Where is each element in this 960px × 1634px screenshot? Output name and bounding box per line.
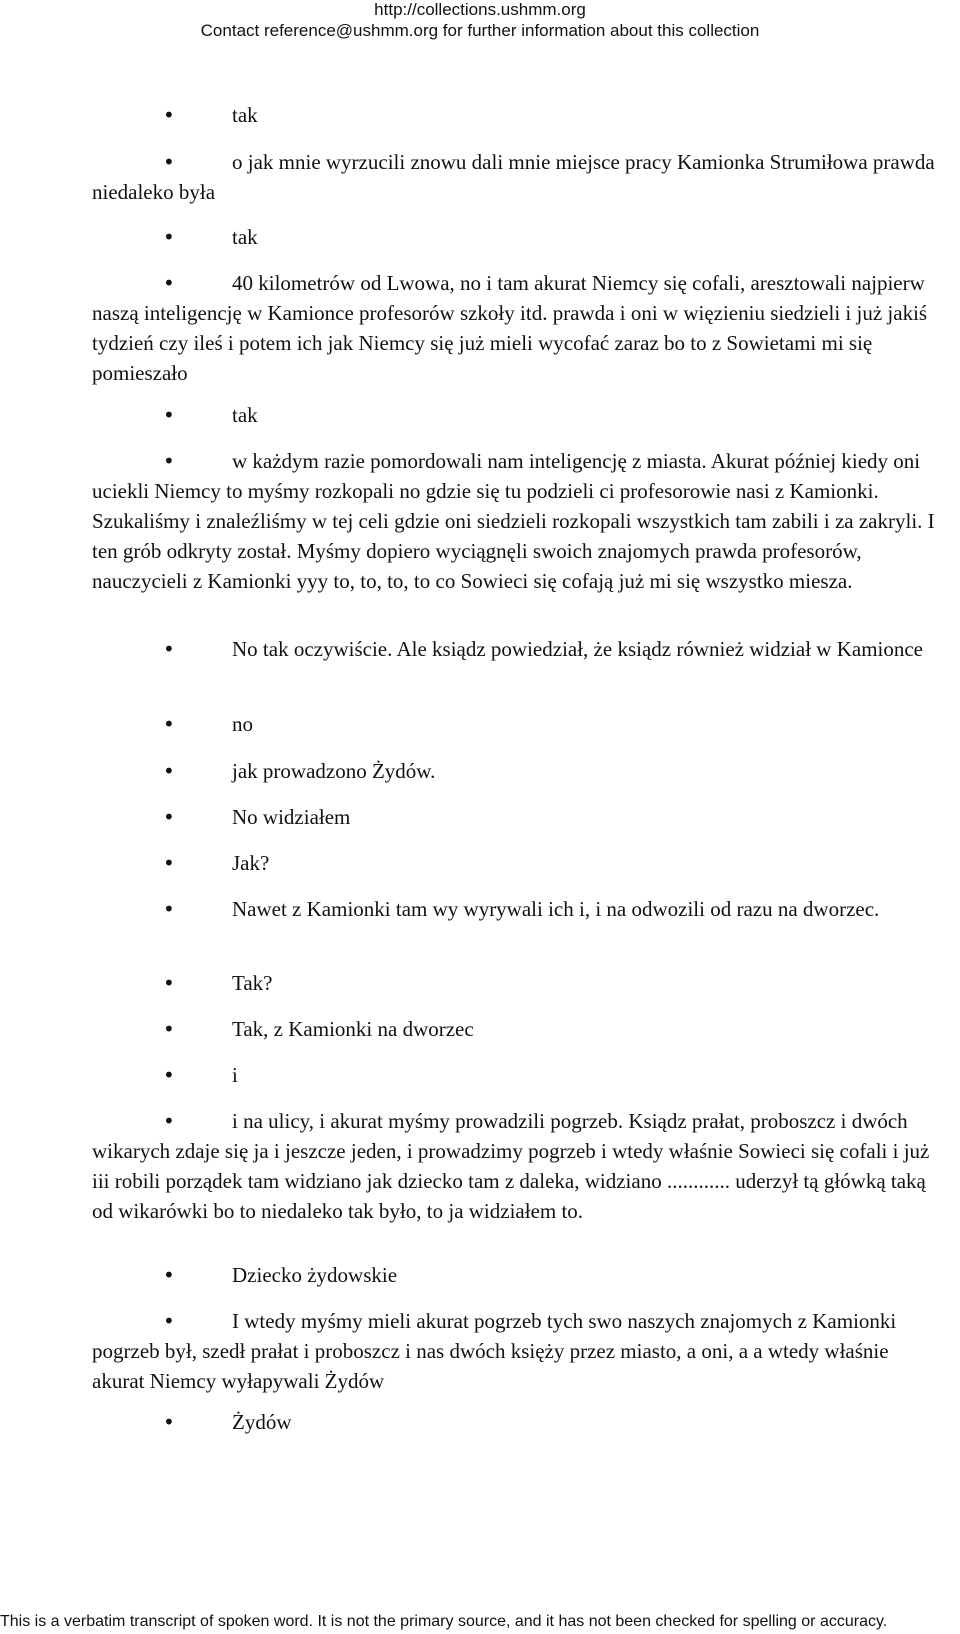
transcript-line: [92, 802, 938, 832]
bullet-icon: •: [163, 1017, 175, 1041]
transcript-line: [92, 709, 938, 739]
transcript-text: o jak mnie wyrzucili znowu dali mnie miejsce pracy Kamionka Strumiłowa prawda niedaleko była: [92, 150, 935, 204]
verbatim-disclaimer: This is a verbatim transcript of spoken word. It is not the primary source, and it has not been checked for spelling or accuracy.: [0, 1613, 888, 1630]
transcript-line: [92, 848, 938, 878]
transcript-text: jak prowadzono Żydów.: [232, 759, 436, 783]
transcript-line: [92, 147, 938, 207]
transcript-line: [92, 1106, 938, 1226]
bullet-icon: •: [163, 637, 175, 661]
bullet-icon: •: [163, 1263, 175, 1287]
bullet-icon: •: [163, 712, 175, 736]
transcript-text: i: [232, 1063, 238, 1087]
transcript-text: Tak?: [232, 971, 273, 995]
page-footer: [0, 1612, 960, 1632]
transcript-text: tak: [232, 225, 258, 249]
page-header: [0, 0, 960, 41]
bullet-icon: •: [163, 225, 175, 249]
transcript-text: I wtedy myśmy mieli akurat pogrzeb tych swo naszych znajomych z Kamionki pogrzeb był, szedł prałat i proboszcz i nas dwóch księży przez miasto, a oni, a a wtedy właśnie akurat Niemcy wyłapywali Żydów: [92, 1309, 897, 1393]
bullet-icon: •: [163, 971, 175, 995]
collection-url: http://collections.ushmm.org: [374, 0, 586, 19]
transcript-line: [92, 100, 938, 130]
bullet-icon: •: [163, 851, 175, 875]
transcript-text: w każdym razie pomordowali nam inteligencję z miasta. Akurat później kiedy oni uciekli Niemcy to myśmy rozkopali no gdzie się tu podzieli ci profesorowie nasi z Kamionki. Szukaliśmy i znaleźliśmy w tej celi gdzie oni siedzieli rozkopali wszystkich tam zabili i za zakryli. I ten grób odkryty został. Myśmy dopiero wyciągnęli swoich znajomych prawda profesorów, nauczycieli z Kamionki yyy to, to, to, to co Sowieci się cofają już mi się wszystko miesza.: [92, 449, 935, 593]
transcript-text: tak: [232, 403, 258, 427]
transcript-line: [92, 268, 938, 388]
bullet-icon: •: [163, 897, 175, 921]
transcript-text: Tak, z Kamionki na dworzec: [232, 1017, 474, 1041]
bullet-icon: •: [163, 1063, 175, 1087]
transcript-line: [92, 894, 938, 924]
bullet-icon: •: [163, 759, 175, 783]
transcript-text: 40 kilometrów od Lwowa, no i tam akurat Niemcy się cofali, aresztowali najpierw naszą inteligencję w Kamionce profesorów szkoły itd. prawda i oni w więzieniu siedzieli i już jakiś tydzień czy ileś i potem ich jak Niemcy się już mieli wycofać zaraz bo to z Sowietami mi się pomieszało: [92, 271, 928, 385]
contact-note: Contact reference@ushmm.org for further information about this collection: [200, 21, 760, 40]
transcript-text: Nawet z Kamionki tam wy wyrywali ich i, i na odwozili od razu na dworzec.: [232, 897, 880, 921]
transcript-text: Żydów: [232, 1410, 292, 1434]
transcript-text: No widziałem: [232, 805, 351, 829]
transcript-line: [92, 1306, 938, 1396]
bullet-icon: •: [163, 103, 175, 127]
transcript-text: tak: [232, 103, 258, 127]
transcript-line: [92, 446, 938, 596]
transcript-text: Dziecko żydowskie: [232, 1263, 398, 1287]
transcript-line: [92, 1060, 938, 1090]
transcript-text: No tak oczywiście. Ale ksiądz powiedział, że ksiądz również widział w Kamionce: [232, 637, 924, 661]
transcript-line: [92, 968, 938, 998]
transcript-line: [92, 400, 938, 430]
transcript-line: [92, 756, 938, 786]
bullet-icon: •: [163, 271, 175, 295]
transcript-line: [92, 1014, 938, 1044]
bullet-icon: •: [163, 805, 175, 829]
transcript-line: [92, 1260, 938, 1290]
transcript-line: [92, 634, 938, 664]
transcript-text: i na ulicy, i akurat myśmy prowadzili pogrzeb. Ksiądz prałat, proboszcz i dwóch wikarych zdaje się ja i jeszcze jeden, i prowadzimy pogrzeb i wtedy właśnie Sowieci się cofali i już iii robili porządek tam widziano jak dziecko tam z daleka, widziano ............ uderzył tą główką taką od wikarówki bo to niedaleko tak było, to ja widziałem to.: [92, 1109, 930, 1223]
bullet-icon: •: [163, 150, 175, 174]
transcript-line: [92, 1407, 938, 1437]
bullet-icon: •: [163, 1410, 175, 1434]
transcript-text: no: [232, 712, 253, 736]
transcript-line: [92, 222, 938, 252]
bullet-icon: •: [163, 1309, 175, 1333]
bullet-icon: •: [163, 449, 175, 473]
bullet-icon: •: [163, 1109, 175, 1133]
bullet-icon: •: [163, 403, 175, 427]
transcript-text: Jak?: [232, 851, 270, 875]
